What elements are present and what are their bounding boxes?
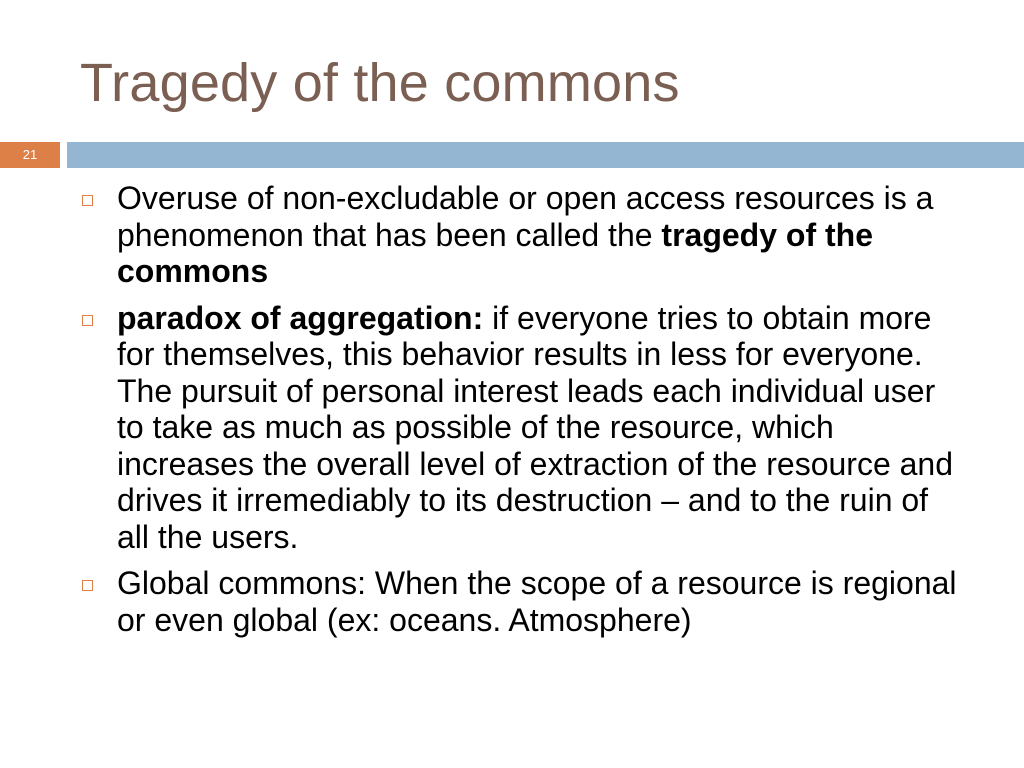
bullet-text: Overuse of non-excludable or open access resources is a phenomenon that has been called the [117, 180, 934, 253]
bullet-bold-term: tragedy of the commons [117, 216, 873, 289]
bullet-text: Global commons: When the scope of a resource is regional or even global (ex: oceans. Atmosphere) [117, 565, 957, 638]
bullet-item [82, 300, 962, 556]
hollow-square-bullet-icon [82, 195, 93, 206]
bullet-item [82, 180, 962, 290]
bullet-list [82, 180, 962, 648]
bullet-text-after: if everyone tries to obtain more for themselves, this behavior results in less for everyone. The pursuit of personal interest leads each individual user to take as much as possible of the resource, which increases the overall level of extraction of the resource and drives it irremediably to its destruction – and to the ruin of all the users. [117, 299, 954, 555]
hollow-square-bullet-icon [82, 315, 93, 326]
slide-title: Tragedy of the commons [80, 53, 680, 113]
hollow-square-bullet-icon [82, 580, 93, 591]
bullet-item [82, 565, 962, 638]
slide-number-badge: 21 [0, 142, 60, 168]
title-divider-bar [67, 142, 1024, 168]
bullet-bold-term: paradox of aggregation: [117, 299, 484, 336]
